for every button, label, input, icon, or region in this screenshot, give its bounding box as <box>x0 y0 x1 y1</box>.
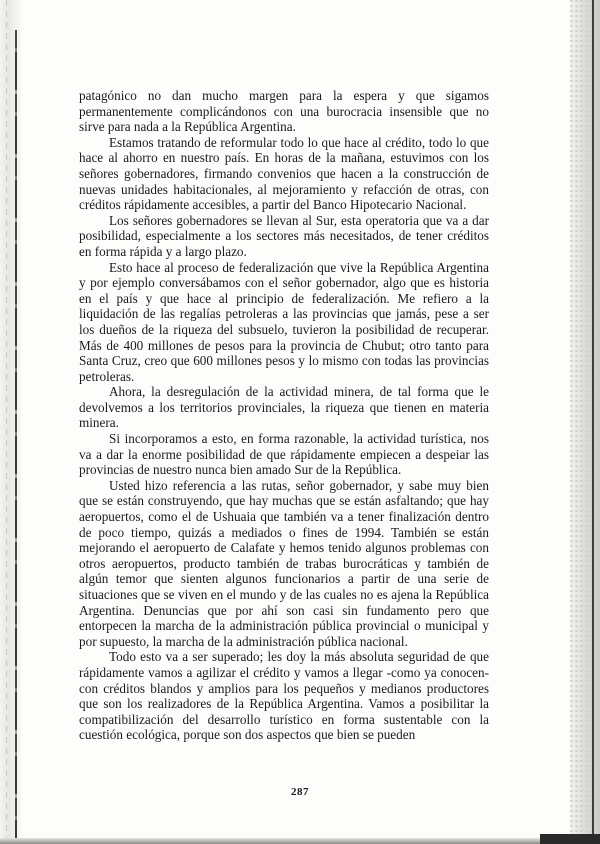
left-scan-edge <box>0 0 22 844</box>
bottom-scan-edge <box>0 838 600 844</box>
paragraph: Esto hace al proceso de federalización que vive la República Argentina y por ejemplo conversábamos con el señor gobernador, algo que es historia en el país y que hace al principio de federalización. Me refiero a la liquidación de las regalías petroleras a las provincias que jamás, pese a ser los dueños de la riqueza del subsuelo, tuvieron la posibilidad de recuperar. Más de 400 millones de pesos para la provincia de Chubut; otro tanto para Santa Cruz, creo que 600 millones pesos y lo mismo con todas las provincias petroleras. <box>79 259 489 384</box>
paragraph: Usted hizo referencia a las rutas, señor gobernador, y sabe muy bien que se están construyendo, que hay muchas que se están asfaltando; que hay aeropuertos, como el de Ushuaia que también va a tener finalización dentro de poco tiempo, quizás a mediados o fines de 1994. También se están mejorando el aeropuerto de Calafate y hemos tenido algunos problemas con otros aeropuertos, producto también de trabas burocráticas y también de algún temor que sienten algunos funcionarios a partir de una serie de situaciones que se viven en el mundo y de las cuales no es ajena la República Argentina. Denuncias que por ahí son casi sin fundamento pero que entorpecen la marcha de la administración pública provincial o municipal y por supuesto, la marcha de la administración pública nacional. <box>79 477 489 649</box>
paragraph: Estamos tratando de reformular todo lo que hace al crédito, todo lo que hace al ahorro en nuestro país. En horas de la mañana, estuvimos con los señores gobernadores, firmando convenios que hacen a la construcción de nuevas unidades habitacionales, al mejoramiento y refacción de otras, con créditos rápidamente accesibles, a partir del Banco Hipotecario Nacional. <box>79 134 489 213</box>
right-scan-edge <box>570 0 600 844</box>
paragraph-continuation: patagónico no dan mucho margen para la espera y que sigamos permanentemente complicándonos con una burocracia insensible que no sirve para nada a la República Argentina. <box>79 88 489 135</box>
right-edge-line <box>592 0 594 844</box>
paragraph: Todo esto va a ser superado; les doy la más absoluta seguridad de que rápidamente vamos a agilizar el crédito y vamos a llegar -como ya conocen- con créditos blandos y amplios para los pequeños y medianos productores que son los realizadores de la República Argentina. Vamos a posibilitar la compatibilización del desarrollo turístico en forma sustentable con la cuestión ecológica, porque son dos aspectos que bien se pueden <box>79 649 489 743</box>
paragraph: Los señores gobernadores se llevan al Sur, esta operatoria que va a dar posibilidad, especialmente a los sectores más necesitados, de tener créditos en forma rápida y a largo plazo. <box>79 212 489 259</box>
paragraph: Ahora, la desregulación de la actividad minera, de tal forma que le devolvemos a los territorios provinciales, la riqueza que tienen en materia minera. <box>79 384 489 431</box>
body-text <box>79 88 489 743</box>
page-number: 287 <box>291 786 309 798</box>
left-edge-texture <box>6 0 7 844</box>
bottom-corner-shadow <box>540 834 600 844</box>
paragraph: Si incorporamos a esto, en forma razonable, la actividad turística, nos va a dar la enorme posibilidad de que rápidamente empiecen a despeiar las provincias de nuestro nunca bien amado Sur de la República. <box>79 431 489 478</box>
binding-shadow <box>15 30 17 840</box>
